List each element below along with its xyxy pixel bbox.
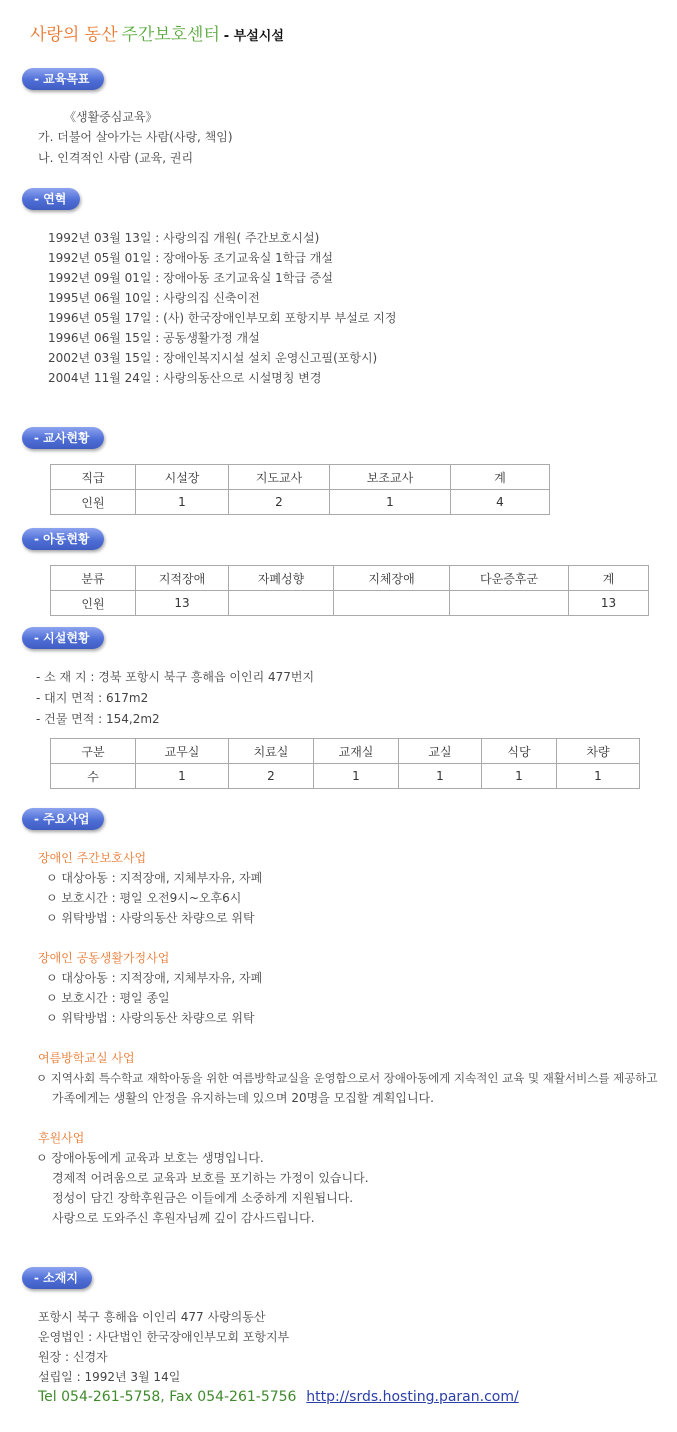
table-cell: 구분 xyxy=(51,739,136,764)
section-facility-label: - 시설현황 xyxy=(22,627,104,649)
table-cell xyxy=(334,591,450,616)
business-title-daycare: 장애인 주간보호사업 xyxy=(38,851,147,865)
history-line: 1995년 06월 10일 : 사랑의집 신축이전 xyxy=(48,291,260,305)
table-cell: 치료실 xyxy=(229,739,314,764)
table-cell: 계 xyxy=(451,465,550,490)
table-cell: 13 xyxy=(136,591,229,616)
section-goal-label: - 교육목표 xyxy=(22,68,104,90)
table-cell: 1 xyxy=(482,764,557,789)
business-item: ㅇ 대상아동 : 지적장애, 지체부자유, 자폐 xyxy=(46,971,263,985)
facility-table xyxy=(50,738,640,789)
location-corporation: 운영법인 : 사단법인 한국장애인부모회 포항지부 xyxy=(38,1330,290,1344)
business-item: 사랑으로 도와주신 후원자님께 깊이 감사드립니다. xyxy=(52,1211,315,1225)
table-cell xyxy=(450,591,569,616)
history-line: 1992년 09월 01일 : 장애아동 조기교육실 1학급 증설 xyxy=(48,271,333,285)
table-cell: 1 xyxy=(314,764,399,789)
section-location-label: - 소재지 xyxy=(22,1267,92,1289)
table-cell: 1 xyxy=(557,764,640,789)
table-cell: 2 xyxy=(229,764,314,789)
goal-heading: 《생활중심교육》 xyxy=(64,110,158,124)
business-item: ㅇ 보호시간 : 평일 종일 xyxy=(46,991,170,1005)
business-item: ㅇ 장애아동에게 교육과 보호는 생명입니다. xyxy=(36,1151,264,1165)
facility-info-line: - 건물 면적 : 154,2m2 xyxy=(36,712,160,726)
table-row xyxy=(51,591,649,616)
table-cell: 교재실 xyxy=(314,739,399,764)
facility-info-line: - 대지 면적 : 617m2 xyxy=(36,691,149,705)
business-title-sponsor: 후원사업 xyxy=(38,1131,85,1145)
table-row xyxy=(51,764,640,789)
table-cell: 인원 xyxy=(51,591,136,616)
history-line: 1992년 05월 01일 : 장애아동 조기교육실 1학급 개설 xyxy=(48,251,333,265)
history-line: 2004년 11월 24일 : 사랑의동산으로 시설명칭 변경 xyxy=(48,371,322,385)
section-business-label: - 주요사업 xyxy=(22,808,104,830)
goal-item-1: 가. 더불어 살아가는 사람(사랑, 책임) xyxy=(38,130,233,144)
table-cell: 자폐성향 xyxy=(229,566,334,591)
business-item: ㅇ 보호시간 : 평일 오전9시~오후6시 xyxy=(46,891,242,905)
table-cell: 1 xyxy=(136,490,229,515)
business-item: 경제적 어려움으로 교육과 보호를 포기하는 가정이 있습니다. xyxy=(52,1171,369,1185)
table-cell: 수 xyxy=(51,764,136,789)
history-line: 1996년 06월 15일 : 공동생활가정 개설 xyxy=(48,331,260,345)
table-cell: 1 xyxy=(399,764,482,789)
history-line: 1996년 05월 17일 : (사) 한국장애인부모회 포항지부 부설로 지정 xyxy=(48,311,397,325)
table-cell: 분류 xyxy=(51,566,136,591)
table-cell: 식당 xyxy=(482,739,557,764)
history-line: 2002년 03월 15일 : 장애인복지시설 설치 운영신고필(포항시) xyxy=(48,351,378,365)
table-header-row xyxy=(51,739,640,764)
children-table xyxy=(50,565,649,616)
table-cell: 보조교사 xyxy=(330,465,451,490)
location-director: 원장 : 신경자 xyxy=(38,1350,108,1364)
history-line: 1992년 03월 13일 : 사랑의집 개원( 주간보호시설) xyxy=(48,231,320,245)
business-title-grouphome: 장애인 공동생활가정사업 xyxy=(38,951,170,965)
table-cell: 4 xyxy=(451,490,550,515)
business-item: ㅇ 지역사회 특수학교 재학아동을 위한 여름방학교실을 운영함으로서 장애아동에게 지속적인 교육 및 재활서비스를 제공하고 xyxy=(36,1071,658,1085)
title-part3: - 부설시설 xyxy=(223,29,284,44)
business-item: 가족에게는 생활의 안정을 유지하는데 있으며 20명을 모집할 계획입니다. xyxy=(52,1091,434,1105)
section-teachers-label: - 교사현황 xyxy=(22,427,104,449)
table-cell: 차량 xyxy=(557,739,640,764)
table-cell: 지체장애 xyxy=(334,566,450,591)
table-cell: 교실 xyxy=(399,739,482,764)
section-children-label: - 아동현황 xyxy=(22,528,104,550)
facility-info-line: - 소 재 지 : 경북 포항시 북구 흥해읍 이인리 477번지 xyxy=(36,670,315,684)
business-item: ㅇ 위탁방법 : 사랑의동산 차량으로 위탁 xyxy=(46,1011,255,1025)
table-cell: 인원 xyxy=(51,490,136,515)
table-cell: 직급 xyxy=(51,465,136,490)
business-item: ㅇ 위탁방법 : 사랑의동산 차량으로 위탁 xyxy=(46,911,255,925)
title-part1: 사랑의 동산 xyxy=(30,25,118,45)
location-address: 포항시 북구 흥해읍 이인리 477 사랑의동산 xyxy=(38,1310,266,1324)
table-row xyxy=(51,490,550,515)
business-title-summer: 여름방학교실 사업 xyxy=(38,1051,135,1065)
table-cell xyxy=(229,591,334,616)
table-header-row xyxy=(51,465,550,490)
table-cell: 다운증후군 xyxy=(450,566,569,591)
section-history-label: - 연혁 xyxy=(22,188,80,210)
goal-item-2: 나. 인격적인 사람 (교육, 권리 xyxy=(38,151,194,165)
table-cell: 시설장 xyxy=(136,465,229,490)
table-cell: 계 xyxy=(569,566,649,591)
table-cell: 지도교사 xyxy=(229,465,330,490)
table-cell: 13 xyxy=(569,591,649,616)
table-cell: 1 xyxy=(330,490,451,515)
contact-line xyxy=(38,1387,519,1407)
business-item: ㅇ 대상아동 : 지적장애, 지체부자유, 자폐 xyxy=(46,871,263,885)
location-founded: 설립일 : 1992년 3월 14일 xyxy=(38,1370,181,1384)
title-part2: 주간보호센터 xyxy=(121,25,220,45)
table-cell: 1 xyxy=(136,764,229,789)
teachers-table xyxy=(50,464,550,515)
table-header-row xyxy=(51,566,649,591)
business-item: 정성이 담긴 장학후원금은 이들에게 소중하게 지원됩니다. xyxy=(52,1191,354,1205)
homepage-link[interactable]: http://srds.hosting.paran.com/ xyxy=(306,1389,519,1405)
tel-fax: Tel 054-261-5758, Fax 054-261-5756 xyxy=(38,1389,297,1405)
page-title xyxy=(30,20,284,45)
table-cell: 교무실 xyxy=(136,739,229,764)
table-cell: 지적장애 xyxy=(136,566,229,591)
table-cell: 2 xyxy=(229,490,330,515)
